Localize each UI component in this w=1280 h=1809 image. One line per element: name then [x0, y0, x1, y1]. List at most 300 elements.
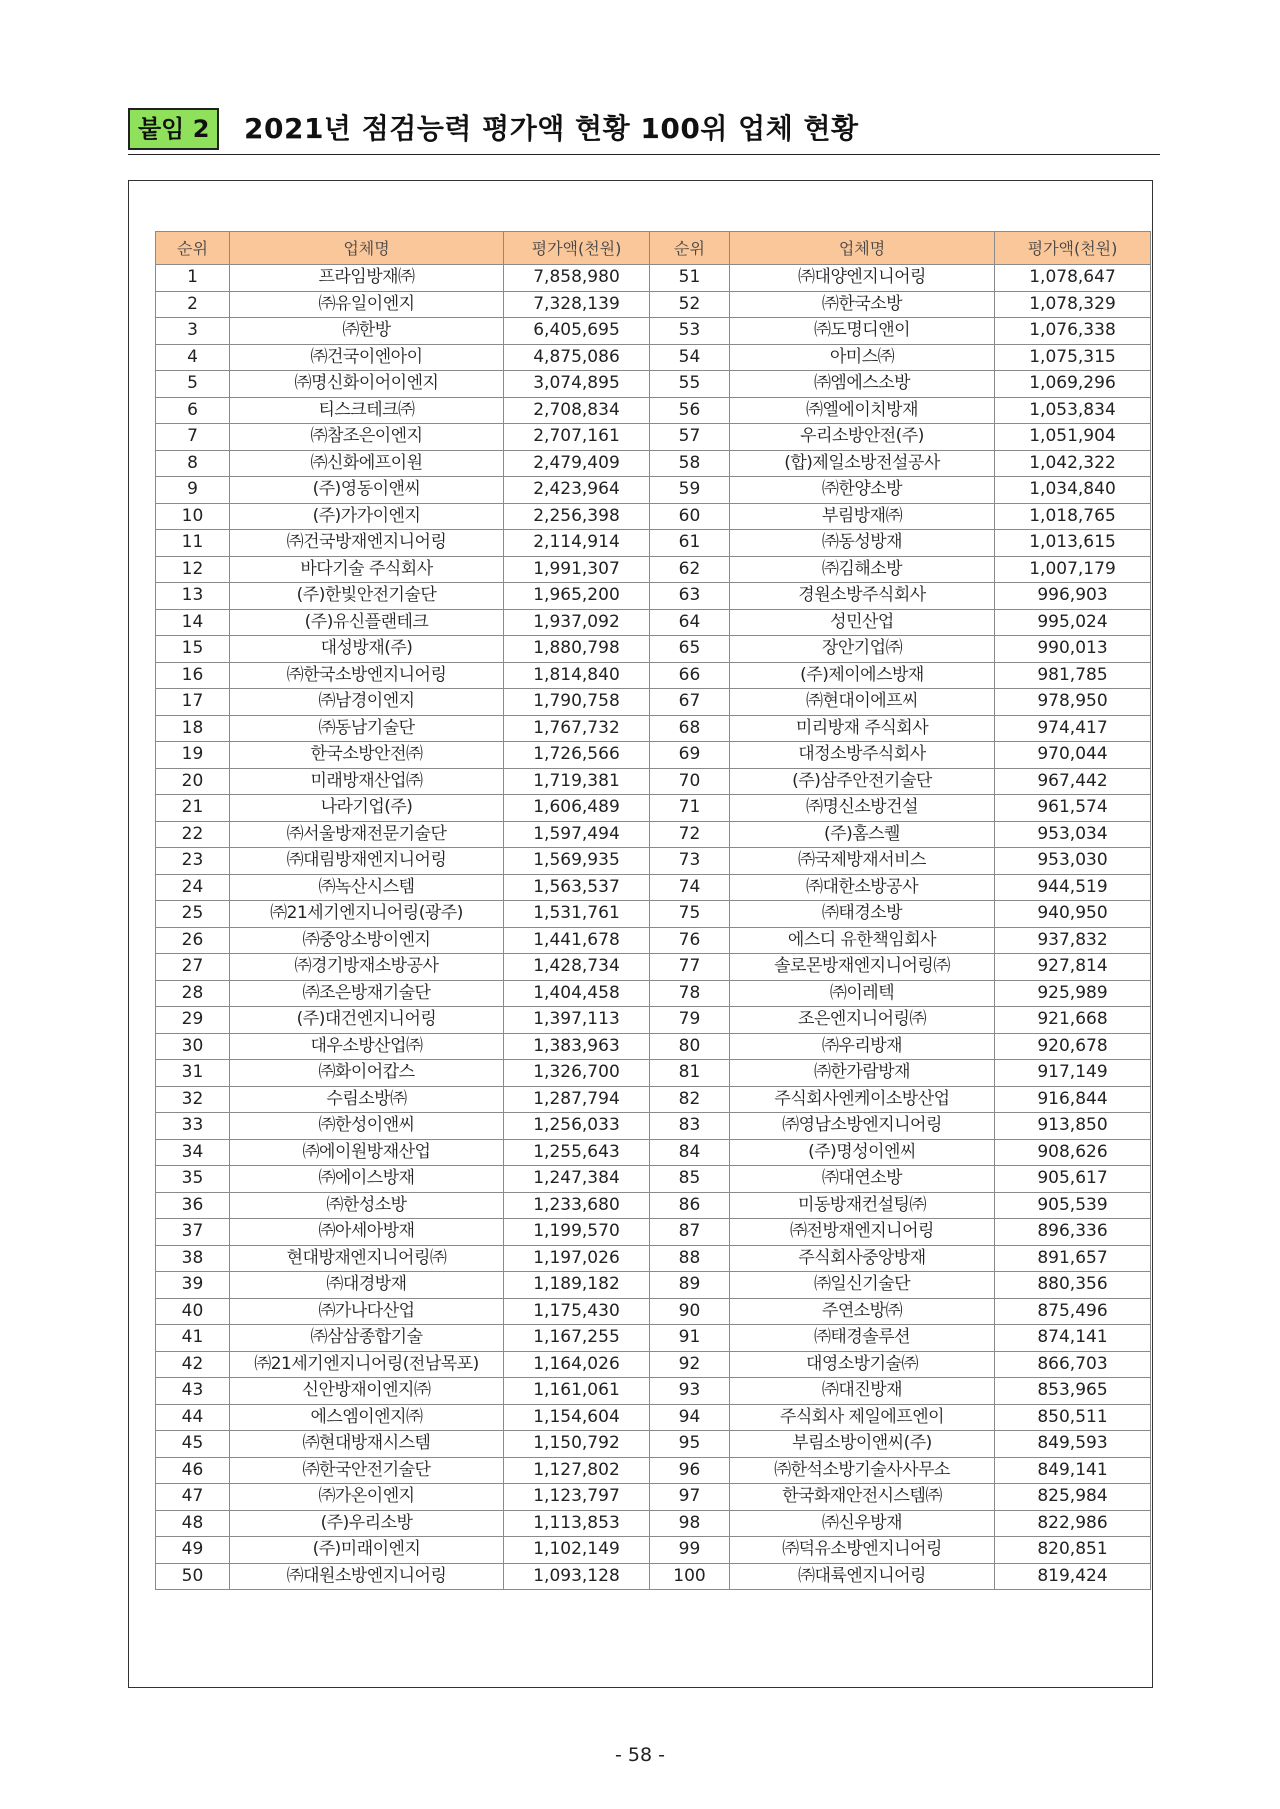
rank-cell: 99 — [650, 1537, 730, 1564]
amount-cell: 1,287,794 — [504, 1086, 650, 1113]
rank-cell: 31 — [156, 1060, 230, 1087]
rank-cell: 26 — [156, 927, 230, 954]
amount-cell: 1,161,061 — [504, 1378, 650, 1405]
amount-cell: 2,707,161 — [504, 424, 650, 451]
company-name-cell: 신안방재이엔지㈜ — [230, 1378, 504, 1405]
amount-cell: 990,013 — [995, 636, 1151, 663]
table-row — [156, 1219, 1151, 1246]
amount-cell: 3,074,895 — [504, 371, 650, 398]
amount-cell: 978,950 — [995, 689, 1151, 716]
company-name-cell: 주식회사엔케이소방산업 — [730, 1086, 995, 1113]
company-name-cell: ㈜대륙엔지니어링 — [730, 1563, 995, 1590]
table-row — [156, 503, 1151, 530]
attachment-tag: 붙임 2 — [128, 108, 219, 150]
company-name-cell: ㈜신화에프이원 — [230, 450, 504, 477]
company-name-cell: ㈜이레텍 — [730, 980, 995, 1007]
amount-cell: 967,442 — [995, 768, 1151, 795]
column-header-company: 업체명 — [230, 232, 504, 265]
table-row — [156, 1378, 1151, 1405]
company-name-cell: ㈜현대방재시스템 — [230, 1431, 504, 1458]
company-name-cell: (주)홈스퀠 — [730, 821, 995, 848]
amount-cell: 1,127,802 — [504, 1457, 650, 1484]
rank-cell: 80 — [650, 1033, 730, 1060]
company-name-cell: ㈜동성방재 — [730, 530, 995, 557]
company-name-cell: 부림방재㈜ — [730, 503, 995, 530]
company-name-cell: 프라임방재㈜ — [230, 265, 504, 292]
rank-cell: 14 — [156, 609, 230, 636]
amount-cell: 944,519 — [995, 874, 1151, 901]
company-name-cell: (주)미래이엔지 — [230, 1537, 504, 1564]
amount-cell: 908,626 — [995, 1139, 1151, 1166]
column-header-rank: 순위 — [156, 232, 230, 265]
amount-cell: 921,668 — [995, 1007, 1151, 1034]
rank-cell: 76 — [650, 927, 730, 954]
rank-cell: 93 — [650, 1378, 730, 1405]
company-name-cell: 미동방재컨설팅㈜ — [730, 1192, 995, 1219]
table-row — [156, 636, 1151, 663]
rank-cell: 11 — [156, 530, 230, 557]
table-row — [156, 1192, 1151, 1219]
amount-cell: 853,965 — [995, 1378, 1151, 1405]
rank-cell: 49 — [156, 1537, 230, 1564]
table-row — [156, 1510, 1151, 1537]
company-name-cell: (주)가가이엔지 — [230, 503, 504, 530]
amount-cell: 1,326,700 — [504, 1060, 650, 1087]
amount-cell: 825,984 — [995, 1484, 1151, 1511]
rank-cell: 1 — [156, 265, 230, 292]
company-name-cell: ㈜한양소방 — [730, 477, 995, 504]
rank-cell: 60 — [650, 503, 730, 530]
amount-cell: 1,078,647 — [995, 265, 1151, 292]
amount-cell: 1,256,033 — [504, 1113, 650, 1140]
rank-cell: 79 — [650, 1007, 730, 1034]
company-name-cell: ㈜건국이엔아이 — [230, 344, 504, 371]
amount-cell: 866,703 — [995, 1351, 1151, 1378]
company-name-cell: (주)우리소방 — [230, 1510, 504, 1537]
rank-cell: 82 — [650, 1086, 730, 1113]
amount-cell: 4,875,086 — [504, 344, 650, 371]
rank-cell: 51 — [650, 265, 730, 292]
table-row — [156, 530, 1151, 557]
rank-cell: 68 — [650, 715, 730, 742]
table-row — [156, 980, 1151, 1007]
amount-cell: 2,479,409 — [504, 450, 650, 477]
company-name-cell: 성민산업 — [730, 609, 995, 636]
rank-cell: 92 — [650, 1351, 730, 1378]
amount-cell: 1,991,307 — [504, 556, 650, 583]
rank-cell: 37 — [156, 1219, 230, 1246]
amount-cell: 1,606,489 — [504, 795, 650, 822]
rank-cell: 57 — [650, 424, 730, 451]
column-header-company: 업체명 — [730, 232, 995, 265]
table-row — [156, 450, 1151, 477]
company-name-cell: ㈜아세아방재 — [230, 1219, 504, 1246]
rank-cell: 58 — [650, 450, 730, 477]
amount-cell: 970,044 — [995, 742, 1151, 769]
rank-cell: 5 — [156, 371, 230, 398]
company-name-cell: ㈜21세기엔지니어링(광주) — [230, 901, 504, 928]
company-name-cell: ㈜21세기엔지니어링(전남목포) — [230, 1351, 504, 1378]
rank-cell: 75 — [650, 901, 730, 928]
amount-cell: 819,424 — [995, 1563, 1151, 1590]
table-row — [156, 424, 1151, 451]
amount-cell: 6,405,695 — [504, 318, 650, 345]
rank-cell: 89 — [650, 1272, 730, 1299]
rank-cell: 36 — [156, 1192, 230, 1219]
amount-cell: 891,657 — [995, 1245, 1151, 1272]
table-row — [156, 1086, 1151, 1113]
table-row — [156, 477, 1151, 504]
company-name-cell: (합)제일소방전설공사 — [730, 450, 995, 477]
amount-cell: 1,814,840 — [504, 662, 650, 689]
company-name-cell: ㈜동남기술단 — [230, 715, 504, 742]
company-name-cell: 조은엔지니어링㈜ — [730, 1007, 995, 1034]
company-name-cell: ㈜한석소방기술사사무소 — [730, 1457, 995, 1484]
table-row — [156, 344, 1151, 371]
amount-cell: 937,832 — [995, 927, 1151, 954]
rank-cell: 72 — [650, 821, 730, 848]
company-name-cell: ㈜가온이엔지 — [230, 1484, 504, 1511]
table-row — [156, 609, 1151, 636]
amount-cell: 1,965,200 — [504, 583, 650, 610]
rank-cell: 98 — [650, 1510, 730, 1537]
table-row — [156, 265, 1151, 292]
table-row — [156, 742, 1151, 769]
column-header-amount: 평가액(천원) — [995, 232, 1151, 265]
table-row — [156, 1537, 1151, 1564]
table-row — [156, 371, 1151, 398]
rank-cell: 62 — [650, 556, 730, 583]
amount-cell: 1,154,604 — [504, 1404, 650, 1431]
table-row — [156, 768, 1151, 795]
rank-cell: 16 — [156, 662, 230, 689]
rank-cell: 54 — [650, 344, 730, 371]
company-name-cell: 티스크테크㈜ — [230, 397, 504, 424]
rank-cell: 81 — [650, 1060, 730, 1087]
document-header — [128, 108, 1160, 155]
rank-cell: 28 — [156, 980, 230, 1007]
company-name-cell: ㈜삼삼종합기술 — [230, 1325, 504, 1352]
rank-cell: 12 — [156, 556, 230, 583]
rank-cell: 73 — [650, 848, 730, 875]
company-name-cell: ㈜한성이앤씨 — [230, 1113, 504, 1140]
amount-cell: 1,013,615 — [995, 530, 1151, 557]
rank-cell: 55 — [650, 371, 730, 398]
rank-cell: 53 — [650, 318, 730, 345]
rank-cell: 85 — [650, 1166, 730, 1193]
table-row — [156, 795, 1151, 822]
amount-cell: 1,726,566 — [504, 742, 650, 769]
rank-cell: 78 — [650, 980, 730, 1007]
amount-cell: 1,255,643 — [504, 1139, 650, 1166]
rank-cell: 83 — [650, 1113, 730, 1140]
amount-cell: 2,708,834 — [504, 397, 650, 424]
rank-cell: 18 — [156, 715, 230, 742]
company-name-cell: 경원소방주식회사 — [730, 583, 995, 610]
rank-cell: 87 — [650, 1219, 730, 1246]
amount-cell: 849,141 — [995, 1457, 1151, 1484]
table-row — [156, 1272, 1151, 1299]
amount-cell: 1,150,792 — [504, 1431, 650, 1458]
company-name-cell: ㈜대원소방엔지니어링 — [230, 1563, 504, 1590]
amount-cell: 1,531,761 — [504, 901, 650, 928]
company-name-cell: 한국소방안전㈜ — [230, 742, 504, 769]
rank-cell: 21 — [156, 795, 230, 822]
company-name-cell: ㈜경기방재소방공사 — [230, 954, 504, 981]
company-name-cell: ㈜김해소방 — [730, 556, 995, 583]
company-name-cell: ㈜우리방재 — [730, 1033, 995, 1060]
amount-cell: 905,539 — [995, 1192, 1151, 1219]
table-row — [156, 291, 1151, 318]
table-row — [156, 1298, 1151, 1325]
company-name-cell: ㈜조은방재기술단 — [230, 980, 504, 1007]
company-name-cell: ㈜도명디앤이 — [730, 318, 995, 345]
company-name-cell: 부림소방이앤씨(주) — [730, 1431, 995, 1458]
amount-cell: 1,719,381 — [504, 768, 650, 795]
rank-cell: 38 — [156, 1245, 230, 1272]
column-header-rank: 순위 — [650, 232, 730, 265]
amount-cell: 1,597,494 — [504, 821, 650, 848]
rank-cell: 97 — [650, 1484, 730, 1511]
rank-cell: 42 — [156, 1351, 230, 1378]
amount-cell: 925,989 — [995, 980, 1151, 1007]
rank-cell: 86 — [650, 1192, 730, 1219]
amount-cell: 7,328,139 — [504, 291, 650, 318]
amount-cell: 927,814 — [995, 954, 1151, 981]
amount-cell: 1,767,732 — [504, 715, 650, 742]
company-name-cell: 장안기업㈜ — [730, 636, 995, 663]
amount-cell: 905,617 — [995, 1166, 1151, 1193]
company-name-cell: ㈜대연소방 — [730, 1166, 995, 1193]
amount-cell: 1,018,765 — [995, 503, 1151, 530]
table-row — [156, 1457, 1151, 1484]
amount-cell: 1,563,537 — [504, 874, 650, 901]
company-name-cell: ㈜대림방재엔지니어링 — [230, 848, 504, 875]
amount-cell: 849,593 — [995, 1431, 1151, 1458]
company-name-cell: ㈜한국소방 — [730, 291, 995, 318]
company-name-cell: 아미스㈜ — [730, 344, 995, 371]
rank-cell: 41 — [156, 1325, 230, 1352]
amount-cell: 916,844 — [995, 1086, 1151, 1113]
company-name-cell: 솔로몬방재엔지니어링㈜ — [730, 954, 995, 981]
rank-cell: 40 — [156, 1298, 230, 1325]
company-name-cell: ㈜엠에스소방 — [730, 371, 995, 398]
amount-cell: 896,336 — [995, 1219, 1151, 1246]
rank-cell: 77 — [650, 954, 730, 981]
table-row — [156, 583, 1151, 610]
rank-cell: 94 — [650, 1404, 730, 1431]
amount-cell: 820,851 — [995, 1537, 1151, 1564]
amount-cell: 1,189,182 — [504, 1272, 650, 1299]
rank-cell: 6 — [156, 397, 230, 424]
amount-cell: 1,164,026 — [504, 1351, 650, 1378]
company-name-cell: ㈜화이어캅스 — [230, 1060, 504, 1087]
amount-cell: 1,569,935 — [504, 848, 650, 875]
company-name-cell: 한국화재안전시스템㈜ — [730, 1484, 995, 1511]
company-name-cell: (주)대건엔지니어링 — [230, 1007, 504, 1034]
company-name-cell: 수림소방㈜ — [230, 1086, 504, 1113]
amount-cell: 874,141 — [995, 1325, 1151, 1352]
company-name-cell: ㈜서울방재전문기술단 — [230, 821, 504, 848]
amount-cell: 1,051,904 — [995, 424, 1151, 451]
table-row — [156, 1351, 1151, 1378]
column-header-amount: 평가액(천원) — [504, 232, 650, 265]
amount-cell: 1,197,026 — [504, 1245, 650, 1272]
rank-cell: 56 — [650, 397, 730, 424]
table-header-row — [156, 232, 1151, 265]
page-number: - 58 - — [615, 1744, 665, 1766]
rank-cell: 8 — [156, 450, 230, 477]
rank-cell: 35 — [156, 1166, 230, 1193]
amount-cell: 1,428,734 — [504, 954, 650, 981]
page-title: 2021년 점검능력 평가액 현황 100위 업체 현황 — [244, 112, 859, 145]
company-name-cell: ㈜명신화이어이엔지 — [230, 371, 504, 398]
company-name-cell: ㈜대진방재 — [730, 1378, 995, 1405]
amount-cell: 2,114,914 — [504, 530, 650, 557]
company-name-cell: ㈜한국안전기술단 — [230, 1457, 504, 1484]
company-name-cell: ㈜태경소방 — [730, 901, 995, 928]
company-name-cell: ㈜한방 — [230, 318, 504, 345]
amount-cell: 1,034,840 — [995, 477, 1151, 504]
rank-cell: 52 — [650, 291, 730, 318]
rank-cell: 100 — [650, 1563, 730, 1590]
company-name-cell: ㈜유일이엔지 — [230, 291, 504, 318]
company-name-cell: ㈜대경방재 — [230, 1272, 504, 1299]
rank-cell: 59 — [650, 477, 730, 504]
amount-cell: 1,123,797 — [504, 1484, 650, 1511]
rank-cell: 90 — [650, 1298, 730, 1325]
amount-cell: 1,113,853 — [504, 1510, 650, 1537]
company-name-cell: ㈜신우방재 — [730, 1510, 995, 1537]
table-row — [156, 848, 1151, 875]
company-name-cell: ㈜현대이에프씨 — [730, 689, 995, 716]
rank-cell: 71 — [650, 795, 730, 822]
amount-cell: 953,030 — [995, 848, 1151, 875]
company-name-cell: 바다기술 주식회사 — [230, 556, 504, 583]
rank-cell: 32 — [156, 1086, 230, 1113]
company-name-cell: ㈜태경솔루션 — [730, 1325, 995, 1352]
amount-cell: 996,903 — [995, 583, 1151, 610]
company-name-cell: ㈜에이스방재 — [230, 1166, 504, 1193]
amount-cell: 880,356 — [995, 1272, 1151, 1299]
rank-cell: 39 — [156, 1272, 230, 1299]
table-row — [156, 927, 1151, 954]
company-name-cell: (주)한빛안전기술단 — [230, 583, 504, 610]
amount-cell: 1,102,149 — [504, 1537, 650, 1564]
table-row — [156, 1139, 1151, 1166]
table-row — [156, 689, 1151, 716]
rank-cell: 2 — [156, 291, 230, 318]
amount-cell: 1,007,179 — [995, 556, 1151, 583]
company-name-cell: ㈜영남소방엔지니어링 — [730, 1113, 995, 1140]
rank-cell: 47 — [156, 1484, 230, 1511]
company-name-cell: ㈜남경이엔지 — [230, 689, 504, 716]
rank-cell: 48 — [156, 1510, 230, 1537]
amount-cell: 961,574 — [995, 795, 1151, 822]
company-name-cell: ㈜가나다산업 — [230, 1298, 504, 1325]
company-name-cell: ㈜국제방재서비스 — [730, 848, 995, 875]
amount-cell: 1,790,758 — [504, 689, 650, 716]
amount-cell: 917,149 — [995, 1060, 1151, 1087]
table-row — [156, 1166, 1151, 1193]
amount-cell: 1,247,384 — [504, 1166, 650, 1193]
company-name-cell: ㈜명신소방건설 — [730, 795, 995, 822]
rank-cell: 3 — [156, 318, 230, 345]
rank-cell: 69 — [650, 742, 730, 769]
amount-cell: 1,397,113 — [504, 1007, 650, 1034]
company-name-cell: (주)영동이앤씨 — [230, 477, 504, 504]
table-row — [156, 1563, 1151, 1590]
rank-cell: 46 — [156, 1457, 230, 1484]
table-row — [156, 901, 1151, 928]
amount-cell: 1,167,255 — [504, 1325, 650, 1352]
amount-cell: 1,937,092 — [504, 609, 650, 636]
company-name-cell: 대우소방산업㈜ — [230, 1033, 504, 1060]
company-name-cell: ㈜한성소방 — [230, 1192, 504, 1219]
company-name-cell: ㈜에이원방재산업 — [230, 1139, 504, 1166]
rank-cell: 43 — [156, 1378, 230, 1405]
rank-cell: 65 — [650, 636, 730, 663]
rank-cell: 33 — [156, 1113, 230, 1140]
table-row — [156, 1484, 1151, 1511]
company-name-cell: ㈜일신기술단 — [730, 1272, 995, 1299]
table-row — [156, 1431, 1151, 1458]
rank-cell: 15 — [156, 636, 230, 663]
table-row — [156, 821, 1151, 848]
rank-cell: 95 — [650, 1431, 730, 1458]
amount-cell: 920,678 — [995, 1033, 1151, 1060]
company-name-cell: ㈜녹산시스템 — [230, 874, 504, 901]
amount-cell: 1,383,963 — [504, 1033, 650, 1060]
rank-cell: 20 — [156, 768, 230, 795]
rank-cell: 84 — [650, 1139, 730, 1166]
company-name-cell: ㈜전방재엔지니어링 — [730, 1219, 995, 1246]
company-name-cell: 주식회사중앙방재 — [730, 1245, 995, 1272]
amount-cell: 1,076,338 — [995, 318, 1151, 345]
company-name-cell: (주)명성이엔씨 — [730, 1139, 995, 1166]
company-name-cell: 대영소방기술㈜ — [730, 1351, 995, 1378]
company-name-cell: 대성방재(주) — [230, 636, 504, 663]
amount-cell: 1,093,128 — [504, 1563, 650, 1590]
company-name-cell: 대정소방주식회사 — [730, 742, 995, 769]
amount-cell: 1,053,834 — [995, 397, 1151, 424]
table-row — [156, 662, 1151, 689]
company-name-cell: ㈜엘에이치방재 — [730, 397, 995, 424]
rank-cell: 19 — [156, 742, 230, 769]
company-name-cell: 미래방재산업㈜ — [230, 768, 504, 795]
rank-cell: 34 — [156, 1139, 230, 1166]
amount-cell: 1,069,296 — [995, 371, 1151, 398]
company-name-cell: ㈜건국방재엔지니어링 — [230, 530, 504, 557]
rank-cell: 24 — [156, 874, 230, 901]
amount-cell: 974,417 — [995, 715, 1151, 742]
rank-cell: 74 — [650, 874, 730, 901]
company-name-cell: ㈜참조은이엔지 — [230, 424, 504, 451]
amount-cell: 875,496 — [995, 1298, 1151, 1325]
table-row — [156, 556, 1151, 583]
rank-cell: 44 — [156, 1404, 230, 1431]
table-row — [156, 715, 1151, 742]
rank-cell: 45 — [156, 1431, 230, 1458]
amount-cell: 1,199,570 — [504, 1219, 650, 1246]
amount-cell: 822,986 — [995, 1510, 1151, 1537]
company-name-cell: (주)삼주안전기술단 — [730, 768, 995, 795]
rank-cell: 9 — [156, 477, 230, 504]
amount-cell: 2,256,398 — [504, 503, 650, 530]
table-row — [156, 874, 1151, 901]
amount-cell: 7,858,980 — [504, 265, 650, 292]
company-name-cell: 에스디 유한책임회사 — [730, 927, 995, 954]
